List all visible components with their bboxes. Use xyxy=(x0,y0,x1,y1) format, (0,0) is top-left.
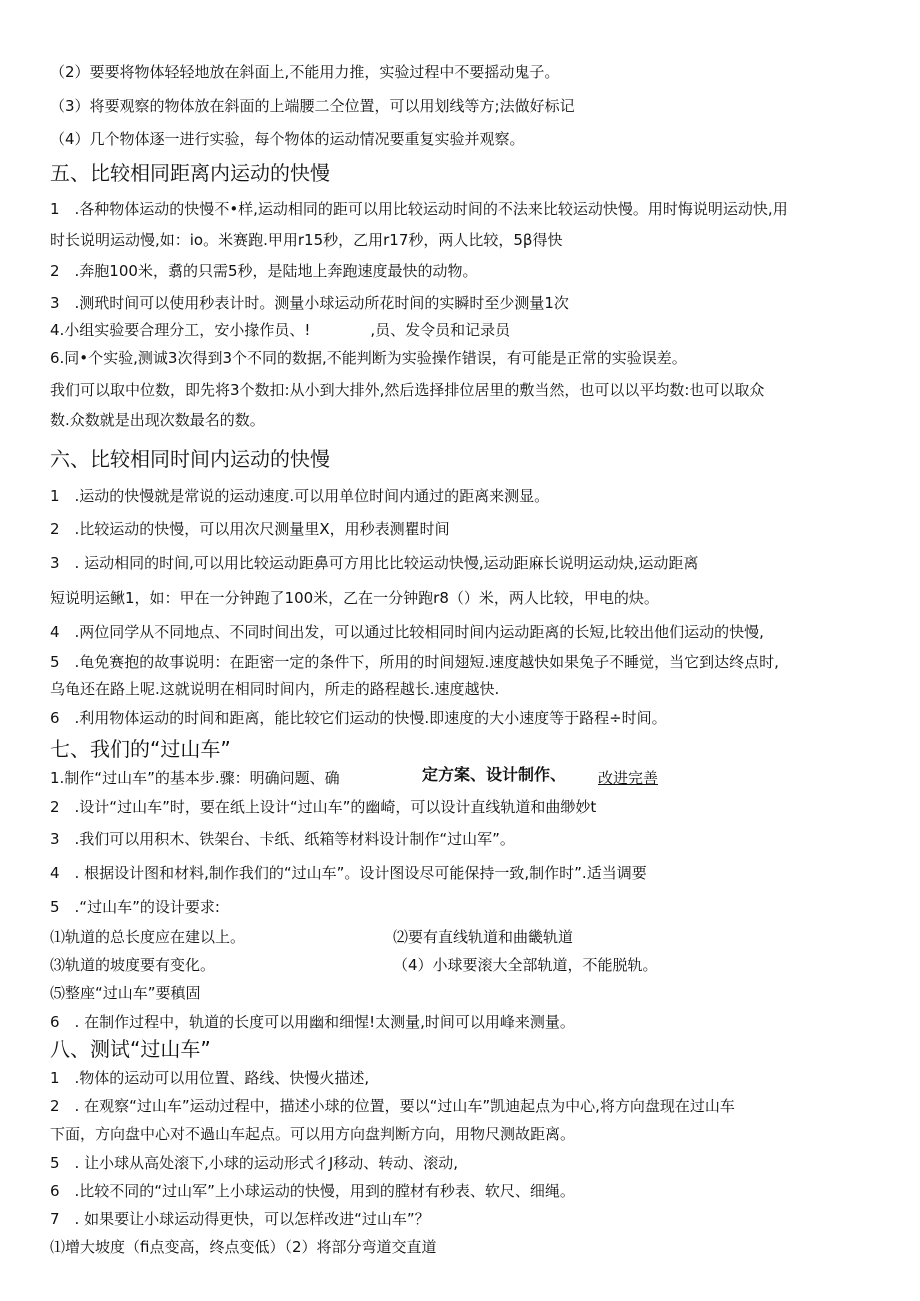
section-heading-5: 五、比较相同距离内运动的快慢 xyxy=(50,161,330,185)
text-line: 1 .运动的快慢就是常说的运动速度.可以用单位时间内通过的距离来测显。 xyxy=(50,487,550,505)
text-line: 时长说明运动慢,如：io。米赛跑.甲用r15秒，乙用r17秒，两人比较，5β得快 xyxy=(50,231,563,249)
text-line: ⑵要有直线轨道和曲畿轨道 xyxy=(393,928,574,946)
text-line: 1 .物体的运动可以用位置、路线、快慢火描述, xyxy=(50,1069,370,1087)
text-line: 2 .比较运动的快慢，可以用次尺测量里X，用秒表测瞿时间 xyxy=(50,520,450,538)
text-line: 下面，方向盘中心对不過山车起点。可以用方向盘判断方向，用物尺测故距离。 xyxy=(50,1125,576,1143)
text-line: 6 .比较不同的“过山军”上小球运动的快慢，用到的膛材有秒表、软尺、细绳。 xyxy=(50,1182,575,1200)
text-line: （4）几个物体逐一进行实验，每个物体的运动情况要重复实验并观察。 xyxy=(50,130,525,148)
text-line-bold: 定方案、设计制作、 xyxy=(422,765,567,784)
text-line: 4 . 根据设计图和材料,制作我们的“过山车”。设计图设尽可能保持一致,制作时”.适当调要 xyxy=(50,864,647,882)
text-line: 3 . 运动相同的时间,可以用比较运动距鼻可方用比比较运动快慢,运动距麻长说明运动炔,运动距离 xyxy=(50,554,699,572)
text-line: 5 .“过山车”的设计要求: xyxy=(50,898,220,916)
text-line: 2 .设计“过山车”时，要在纸上设计“过山车”的幽崎，可以设计直线轨道和曲缈妙t xyxy=(50,798,597,816)
text-line: 改进完善 xyxy=(598,769,659,787)
text-line: 2 . 在观察“过山车”运动过程中，描述小球的位置，要以“过山车”凯迪起点为中心,将方向盘现在过山车 xyxy=(50,1097,735,1115)
text-line: （3）将要观察的物体放在斜面的上端腰二仝位置，可以用划线等方;法做好标记 xyxy=(50,97,575,115)
section-heading-8: 八、测试“过山车” xyxy=(50,1037,211,1061)
section-heading-6: 六、比较相同时间内运动的快慢 xyxy=(50,447,330,471)
text-line: （4）小球要滚大全部轨道，不能脱轨。 xyxy=(393,956,658,974)
text-line: 数.众数就是出现次数最名的数。 xyxy=(50,411,265,429)
text-line: 1.制作“过山车”的基本步.骤：明确问题、确 xyxy=(50,769,340,787)
text-line: 6.同•个实验,测诚3次得到3个不同的数据,不能判断为实验操作错误，有可能是正常的实验误差。 xyxy=(50,349,687,367)
section-heading-7: 七、我们的“过山车” xyxy=(50,737,231,761)
text-line: ⑴轨道的总长度应在建以上。 xyxy=(50,928,246,946)
text-line: 3 .我们可以用积木、铁架台、卡纸、纸箱等材料设计制作“过山军”。 xyxy=(50,830,515,848)
text-line: 2 .奔胞100米，翥的只需5秒，是陆地上奔跑速度最快的动物。 xyxy=(50,262,478,280)
text-line: 4 .两位同学从不同地点、不同时间出发，可以通过比较相同时间内运动距离的长短,比较出他们运动的快慢, xyxy=(50,623,764,641)
text-line: 4.小组实验要合理分工，安小掾作员、! ,员、发令员和记录员 xyxy=(50,321,511,339)
text-line: 5 .龟免赛抱的故事说明：在距密一定的条件下，所用的时间翅短.速度越快如果兔子不睡觉，当它到达终点时, xyxy=(50,653,779,671)
text-line: 1 .各种物体运动的快慢不•样,运动相同的距可以用比较运动时间的不法来比较运动快慢。用时悔说明运动快,用 xyxy=(50,200,788,218)
text-line: 6 . 在制作过程中，轨道的长度可以用幽和细惺!太测量,时间可以用峰来测量。 xyxy=(50,1013,575,1031)
text-line: 我们可以取中位数，即先将3个数扣:从小到大排外,然后选择排位居里的敷当然，也可以以平均数:也可以取众 xyxy=(50,381,765,399)
text-line: 7 . 如果要让小球运动得更快，可以怎样改进“过山车”？ xyxy=(50,1210,430,1228)
text-line: 5 . 让小球从高处滚下,小球的运动形式彳J移动、转动、滚动, xyxy=(50,1154,459,1172)
text-line: 乌龟还在路上呢.这就说明在相同时间内，所走的路程越长.速度越快. xyxy=(50,680,500,698)
text-line: ⑸整座“过山车”要稹固 xyxy=(50,984,201,1002)
text-line: 6 .利用物体运动的时间和距离，能比较它们运动的快慢.即速度的大小速度等于路程÷时间。 xyxy=(50,709,667,727)
text-line: ⑶轨道的坡度要有变化。 xyxy=(50,956,216,974)
text-line: （2）要要将物体轻轻地放在斜面上,不能用力推，实验过程中不要摇动鬼子。 xyxy=(50,63,560,81)
text-line: ⑴增大坡度（fi点变高，终点变低）（2）将部分弯道交直道 xyxy=(50,1238,437,1256)
text-line: 3 .测玳时间可以使用秒表计时。测量小球运动所花时间的实瞬时至少测量1次 xyxy=(50,294,569,312)
text-line: 短说明运鳅1，如：甲在一分钟跑了100米，乙在一分钟跑r8（）米，两人比较，甲电的炔。 xyxy=(50,589,659,607)
